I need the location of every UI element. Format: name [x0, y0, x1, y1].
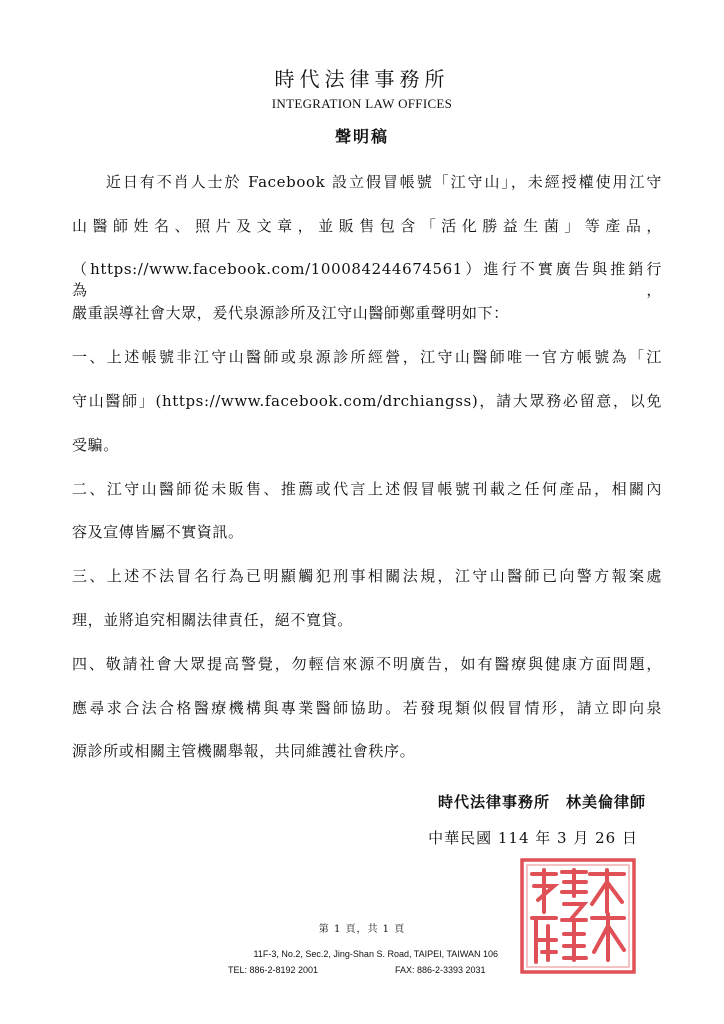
seal-stamp	[522, 860, 634, 972]
body-line: 源診所或相關主管機關舉報，共同維護社會秩序。	[72, 742, 416, 760]
body-line: 四、敬請社會大眾提高警覺，勿輕信來源不明廣告，如有醫療與健康方面問題，	[72, 655, 662, 673]
body-line: 容及宣傳皆屬不實資訊。	[72, 523, 244, 541]
footer-tel: TEL: 886-2-8192 2001	[228, 965, 319, 975]
body-line: 三、上述不法冒名行為已明顯觸犯刑事相關法規，江守山醫師已向警方報案處	[72, 567, 662, 585]
body-line: 山醫師姓名、照片及文章，並販售包含「活化勝益生菌」等產品，	[72, 217, 662, 235]
body-line: 受騙。	[72, 436, 119, 454]
body-line: 二、江守山醫師從未販售、推薦或代言上述假冒帳號刊載之任何產品，相關內	[72, 480, 662, 498]
body-line: 理，並將追究相關法律責任，絕不寬貸。	[72, 611, 353, 629]
signature-line: 時代法律事務所 林美倫律師	[437, 793, 646, 811]
letterhead-firm-name-en: INTEGRATION LAW OFFICES	[271, 96, 453, 111]
body-line: 守山醫師」(https://www.facebook.com/drchiangss)，請大眾務必留意，以免	[72, 392, 662, 410]
document-title: 聲明稿	[334, 127, 389, 146]
footer-fax: FAX: 886-2-3393 2031	[395, 965, 486, 975]
body-line: 近日有不肖人士於 Facebook 設立假冒帳號「江守山」，未經授權使用江守	[72, 173, 662, 191]
body-line: 嚴重誤導社會大眾，爰代泉源診所及江守山醫師鄭重聲明如下：	[72, 304, 509, 322]
body-line: （https://www.facebook.com/100084244674561）進行不實廣告與推銷行為，	[72, 260, 662, 299]
letterhead-firm-name: 時代法律事務所	[274, 67, 450, 91]
page-number: 第 1 頁，共 1 頁	[318, 924, 406, 935]
body-line: 應尋求合法合格醫療機構與專業醫師協助。若發現類似假冒情形，請立即向泉	[72, 699, 662, 717]
document-date: 中華民國 114 年 3 月 26 日	[428, 829, 638, 847]
red-seal-stamp	[518, 856, 638, 976]
footer-address: 11F-3, No.2, Sec.2, Jing-Shan S. Road, TAIPEI, TAIWAN 106	[253, 949, 498, 959]
body-line: 一、上述帳號非江守山醫師或泉源診所經營，江守山醫師唯一官方帳號為「江	[72, 348, 662, 366]
